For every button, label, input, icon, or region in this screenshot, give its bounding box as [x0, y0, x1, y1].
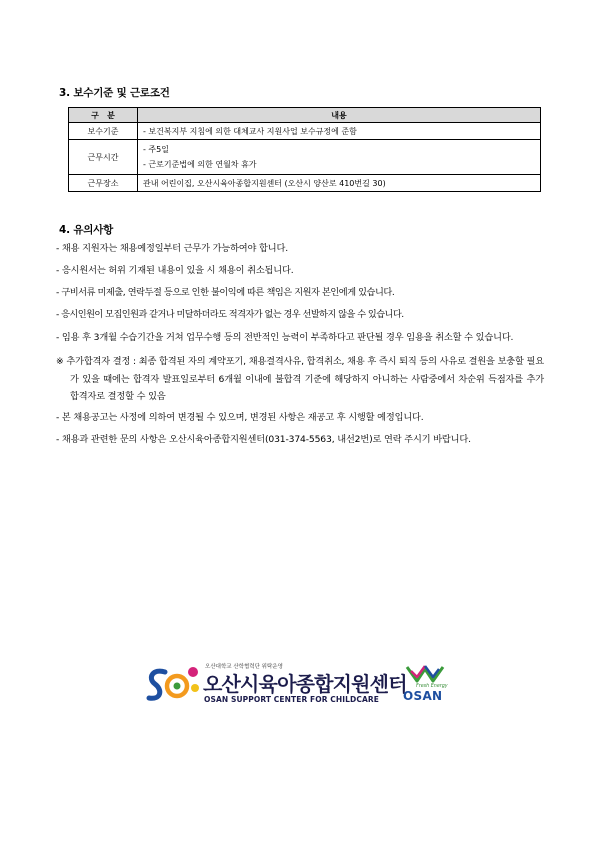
list-item: - 구비서류 미제출, 연락두절 등으로 인한 불이익에 따른 책임은 지원자 본인에게 있습니다. — [56, 287, 395, 298]
row-line: - 근로기준법에 의한 연월차 휴가 — [143, 160, 257, 169]
logo-korean-name: 오산시육아종합지원센터 — [203, 672, 407, 696]
row-line: - 주5일 — [143, 145, 169, 154]
header-category: 구 분 — [69, 108, 138, 123]
center-logo — [143, 660, 463, 708]
list-item: - 본 채용공고는 사정에 의하여 변경될 수 있으며, 변경된 사항은 재공고 후 시행할 예정입니다. — [56, 411, 424, 423]
row-label: 보수기준 — [69, 123, 138, 140]
logo-english-name: OSAN SUPPORT CENTER FOR CHILDCARE — [204, 695, 379, 704]
center-emblem-icon — [143, 662, 203, 706]
table-row-pay — [69, 123, 541, 140]
logo-operator-text: 오산대학교 산학협력단 위탁운영 — [205, 664, 283, 670]
table-header-row — [69, 108, 541, 123]
list-item: - 채용 지원자는 채용예정일부터 근무가 가능하여야 합니다. — [56, 243, 288, 254]
list-item: - 임용 후 3개월 수습기간을 거쳐 업무수행 등의 전반적인 능력이 부족하다고 판단될 경우 임용을 취소할 수 있습니다. — [56, 332, 514, 343]
osan-city-emblem-icon — [405, 663, 445, 685]
work-conditions-table — [68, 107, 541, 192]
list-item: - 응시원서는 허위 기재된 내용이 있을 시 채용이 취소됩니다. — [56, 265, 294, 276]
row-content — [138, 140, 541, 175]
list-item: - 응시인원이 모집인원과 같거나 미달하더라도 적격자가 없는 경우 선발하지 않을 수 있습니다. — [56, 309, 404, 320]
row-content: 관내 어린이집, 오산시육아종합지원센터 (오산시 양산로 410번길 30) — [138, 175, 541, 192]
row-label: 근무장소 — [69, 175, 138, 192]
section-3-title: 3. 보수기준 및 근로조건 — [59, 87, 170, 99]
header-content: 내용 — [138, 108, 541, 123]
logo-city-name: OSAN — [403, 689, 443, 703]
table-row-place — [69, 175, 541, 192]
row-content: - 보건복지부 지침에 의한 대체교사 지원사업 보수규정에 준함 — [138, 123, 541, 140]
list-item: - 채용과 관련한 문의 사항은 오산시육아종합지원센터(031-374-5563, 내선2번)로 연락 주시기 바랍니다. — [56, 434, 471, 445]
notes-list — [56, 238, 544, 449]
row-label: 근무시간 — [69, 140, 138, 175]
logo-city-tagline: Fresh Energy — [416, 684, 448, 689]
section-4-title: 4. 유의사항 — [59, 224, 114, 236]
list-item: ※ 추가합격자 결정 : 최종 합격된 자의 계약포기, 채용결격사유, 합격취소, 채용 후 즉시 퇴직 등의 사유로 결원을 보충할 필요가 있을 때에는 합격자 발표일로부터 6개월 이내에 불합격 기준에 해당하지 아니하는 사람중에서 차순위 득점자를 추가 합격자로 결정할 수 있음 — [56, 356, 544, 402]
table-row-hours — [69, 140, 541, 175]
